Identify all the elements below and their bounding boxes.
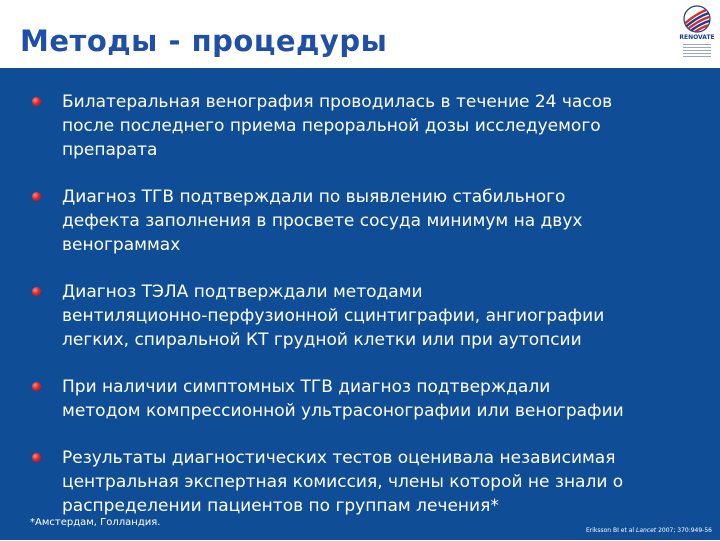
bullet-text: Диагноз ТЭЛА подтверждали методами вентиляционно-перфузионной сцинтиграфии, ангиографии легких, спиральной КТ грудной клетки или при аутопсии [62,282,605,350]
renovate-logo [676,4,718,62]
bullet-icon [32,382,41,391]
logo-wordmark: RENOVATE [679,34,715,41]
bullet-icon [32,97,41,106]
bullet-icon [32,453,41,462]
bullet-item [32,446,712,518]
globe-logo-icon [676,4,718,34]
logo-tagline-line [683,47,711,48]
bullet-text: Результаты диагностических тестов оценивала независимая центральная экспертная комиссия, члены которой не знали о распределении пациентов по группам лечения* [62,448,624,516]
citation-authors: Eriksson BI et al [585,527,636,534]
logo-tagline-line [683,53,711,54]
footnote: *Амстердам, Голландия. [30,517,161,528]
bullet-text: Диагноз ТГВ подтверждали по выявлению стабильного дефекта заполнения в просвете сосуда минимум на двух венограммах [62,187,583,255]
header-bar [0,0,720,68]
logo-tagline-line [683,50,711,51]
citation-journal: Lancet [635,527,657,534]
logo-tagline-line [683,44,711,45]
bullet-item [32,90,712,162]
bullet-item [32,375,712,423]
slide-title: Методы - процедуры [20,24,388,58]
bullet-item [32,280,712,352]
citation [586,527,712,534]
logo-tagline-line [683,56,711,57]
bullet-item [32,185,712,257]
bullet-text: Билатеральная венография проводилась в течение 24 часов после последнего приема пероральной дозы исследуемого препарата [62,92,613,160]
bullet-icon [32,287,41,296]
bullet-icon [32,192,41,201]
citation-details: 2007; 370:949-56 [656,527,712,534]
bullet-text: При наличии симптомных ТГВ диагноз подтверждали методом компрессионной ультрасонографии или венографии [62,377,624,421]
bullet-list [32,90,712,541]
